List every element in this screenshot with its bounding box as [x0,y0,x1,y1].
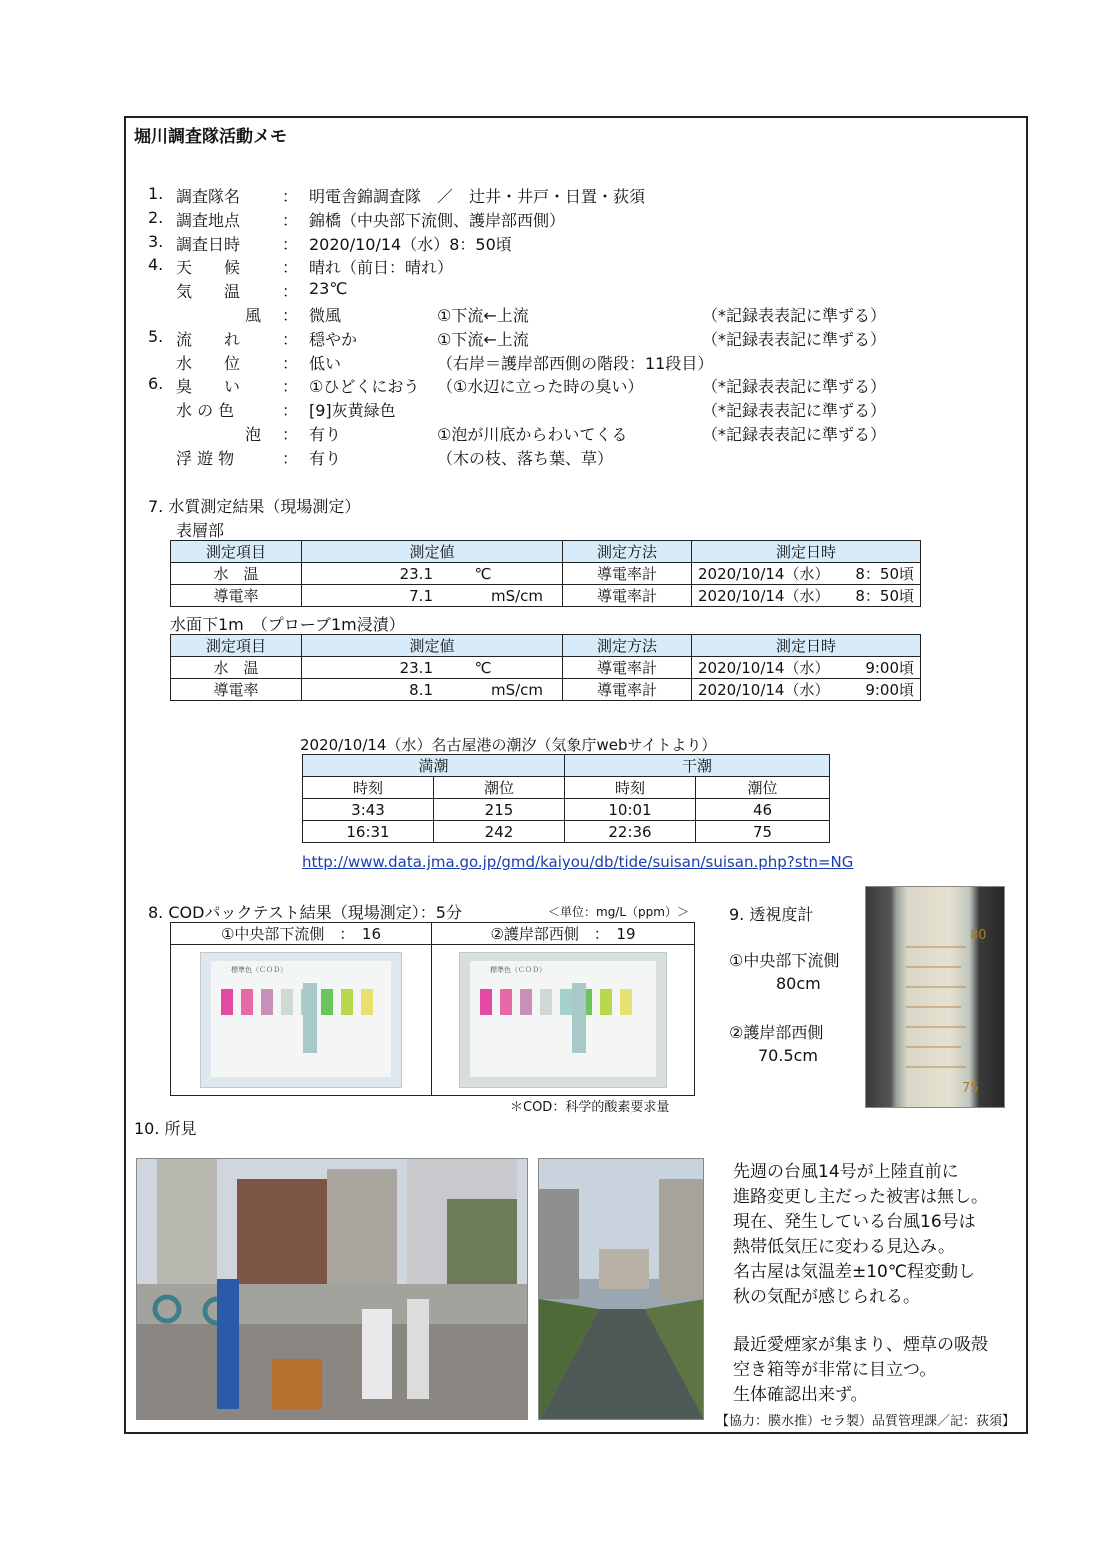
cell-item: 導電率 [171,679,302,701]
info-value: 有り [309,425,342,444]
info-value: [9]灰黄緑色 [309,401,396,420]
header-value: 測定値 [302,635,563,657]
color-chart-title: 標準色（ＣＯＤ） [490,966,546,974]
info-number: 4. [148,255,164,274]
info-colon: ： [282,425,299,444]
info-label: 流 れ [176,330,241,349]
cod-unit: ＜単位：mg/L（ppm）＞ [548,905,689,919]
color-chip [361,989,373,1015]
cell-date [692,563,921,585]
date-text: 2020/10/14（水） [698,587,830,605]
info-value: 23℃ [309,279,348,298]
info-value: 明電舎錦調査隊 ／ 辻井・井戸・日置・荻須 [309,187,646,206]
findings-text-1 [733,1160,988,1310]
info-number: 2. [148,208,164,227]
date-text: 2020/10/14（水） [698,681,830,699]
subheader-level: 潮位 [434,777,565,799]
info-label: 調査地点 [176,211,241,230]
tide-caption: 2020/10/14（水）名古屋港の潮汐（気象庁webサイトより） [300,736,717,754]
info-value: 穏やか [309,330,358,349]
color-chart-card [470,961,656,1077]
cod-footnote: ＊COD：科学的酸素要求量 [510,1100,670,1115]
meter-scale [866,887,1005,1108]
value-unit: ℃ [474,564,492,583]
time-text: 9:00頃 [865,659,914,677]
info-label: 調査日時 [176,235,241,254]
cell-value [302,563,563,585]
transparency-center-label: ①中央部下流側 [729,951,840,970]
cod-west-photo-cell [432,945,695,1096]
cell-value [302,679,563,701]
cell-date [692,657,921,679]
header-method: 測定方法 [563,541,692,563]
time-text: 8：50頃 [855,587,914,605]
info-detail: ①泡が川底からわいてくる [437,425,628,444]
value-number: 8.1 [409,680,433,699]
river-view-photo [538,1158,704,1420]
info-colon: ： [282,211,299,230]
info-colon: ： [282,330,299,349]
color-chip [540,989,552,1015]
color-chart-card [211,961,391,1077]
color-chip [520,989,532,1015]
info-label: 調査隊名 [176,187,241,206]
color-chip [261,989,273,1015]
header-date: 測定日時 [692,541,921,563]
river-scene-illustration [539,1159,704,1420]
color-chip [480,989,492,1015]
value-unit: ℃ [474,658,492,677]
cell-low-time: 22:36 [565,821,696,843]
value-unit: mS/cm [490,680,543,699]
cell-method: 導電率計 [563,563,692,585]
document-title: 堀川調査隊活動メモ [134,127,287,147]
cell-method: 導電率計 [563,657,692,679]
cell-date [692,585,921,607]
info-label: 水 位 [176,354,241,373]
cod-heading: 8. CODパックテスト結果（現場測定）：5分 [148,903,462,922]
info-label: 泡 [244,425,261,444]
table-row [303,821,830,843]
info-note: （*記録表表記に準ずる） [702,425,887,444]
info-number: 1. [148,184,164,203]
info-number: 6. [148,374,164,393]
color-chip [600,989,612,1015]
value-number: 23.1 [399,564,433,583]
pack-test-tube [572,983,586,1053]
info-value: 有り [309,449,342,468]
findings-line: 生体確認出来ず。 [733,1385,868,1405]
info-value: 微風 [309,306,342,325]
info-number: 5. [148,327,164,346]
value-unit: mS/cm [490,586,543,605]
info-label: 浮 遊 物 [176,449,235,468]
info-value: 2020/10/14（水）8：50頃 [309,235,512,254]
cod-west-result: ②護岸部西側 ： 19 [432,923,695,945]
info-colon: ： [282,258,299,277]
cell-high-level: 215 [434,799,565,821]
cell-item: 水 温 [171,657,302,679]
info-detail: ①下流←上流 [437,330,529,349]
info-label: 気 温 [176,282,241,301]
color-chip [500,989,512,1015]
transparency-meter-photo [865,886,1005,1108]
depth-label: 水面下1m （プローブ1m浸漬） [170,615,405,634]
info-note: （*記録表表記に準ずる） [702,306,887,325]
info-note: （*記録表表記に準ずる） [702,401,887,420]
cell-item: 水 温 [171,563,302,585]
time-text: 9:00頃 [865,681,914,699]
meter-mark-75: 75 [962,1081,979,1096]
color-chip [321,989,333,1015]
header-low-tide: 干潮 [565,755,830,777]
findings-line: 先週の台風14号が上陸直前に [733,1162,959,1182]
cell-high-time: 16:31 [303,821,434,843]
findings-line: 最近愛煙家が集まり、煙草の吸殻 [733,1335,988,1355]
tide-source-link[interactable]: http://www.data.jma.go.jp/gmd/kaiyou/db/tide/suisan/suisan.php?stn=NG [302,853,854,871]
info-label: 水 の 色 [176,401,235,420]
findings-text-2 [733,1333,988,1408]
header-high-tide: 満潮 [303,755,565,777]
info-label: 臭 い [176,377,241,396]
time-text: 8：50頃 [855,565,914,583]
header-method: 測定方法 [563,635,692,657]
cod-west-photo [459,952,667,1088]
table-row [171,679,921,701]
info-label: 天 候 [176,258,241,277]
findings-line: 現在、発生している台風16号は [733,1212,976,1232]
info-detail: （右岸＝護岸部西側の階段：11段目） [437,354,714,373]
info-value: 低い [309,354,342,373]
info-value: 錦橋（中央部下流側、護岸部西側） [309,211,566,230]
info-colon: ： [282,282,299,301]
color-chip [341,989,353,1015]
tide-table [302,754,830,843]
transparency-west-label: ②護岸部西側 [729,1023,824,1042]
color-chart-title: 標準色（ＣＯＤ） [231,966,287,974]
bridge-survey-photo [136,1158,528,1420]
table-row [171,945,695,1096]
findings-line: 熱帯低気圧に変わる見込み。 [733,1237,956,1257]
findings-line: 秋の気配が感じられる。 [733,1287,920,1307]
findings-line: 進路変更し主だった被害は無し。 [733,1187,988,1207]
table-header [303,755,830,777]
transparency-heading: 9. 透視度計 [729,905,814,924]
water-quality-heading: 7. 水質測定結果（現場測定） [148,497,361,516]
color-chip [560,989,572,1015]
table-row [171,923,695,945]
findings-line: 空き箱等が非常に目立つ。 [733,1360,937,1380]
info-detail: （木の枝、落ち葉、草） [437,449,614,468]
info-value: ①ひどくにおう [309,377,420,396]
transparency-center-value: 80cm [776,974,821,993]
table-header [171,635,921,657]
info-colon: ： [282,187,299,206]
info-colon: ： [282,354,299,373]
info-label: 風 [244,306,261,325]
header-item: 測定項目 [171,541,302,563]
cell-low-time: 10:01 [565,799,696,821]
cell-date [692,679,921,701]
table-header [171,541,921,563]
surface-label: 表層部 [176,521,225,540]
cell-method: 導電率計 [563,585,692,607]
table-row [171,585,921,607]
header-value: 測定値 [302,541,563,563]
header-item: 測定項目 [171,635,302,657]
table-subheader [303,777,830,799]
color-chip [620,989,632,1015]
cell-method: 導電率計 [563,679,692,701]
header-date: 測定日時 [692,635,921,657]
info-note: （*記録表表記に準ずる） [702,377,887,396]
table-row [171,563,921,585]
transparency-west-value: 70.5cm [758,1046,819,1065]
date-text: 2020/10/14（水） [698,565,830,583]
credit-line: 【協力：膜水推）セラ製）品質管理課／記：荻須】 [716,1414,1016,1429]
value-number: 23.1 [399,658,433,677]
bridge-scene-illustration [137,1159,528,1420]
cod-table [170,922,695,1096]
subheader-time: 時刻 [303,777,434,799]
info-number: 3. [148,232,164,251]
info-note: （*記録表表記に準ずる） [702,330,887,349]
info-colon: ： [282,306,299,325]
cell-high-level: 242 [434,821,565,843]
info-colon: ： [282,401,299,420]
value-number: 7.1 [409,586,433,605]
info-colon: ： [282,449,299,468]
date-text: 2020/10/14（水） [698,659,830,677]
table-row [303,799,830,821]
subheader-time: 時刻 [565,777,696,799]
cod-center-photo-cell [171,945,432,1096]
cell-low-level: 75 [696,821,830,843]
cell-item: 導電率 [171,585,302,607]
cod-center-result: ①中央部下流側 ： 16 [171,923,432,945]
pack-test-tube [303,983,317,1053]
info-colon: ： [282,235,299,254]
cell-value [302,585,563,607]
info-colon: ： [282,377,299,396]
cell-low-level: 46 [696,799,830,821]
info-detail: （①水辺に立った時の臭い） [437,377,644,396]
info-detail: ①下流←上流 [437,306,529,325]
cell-high-time: 3:43 [303,799,434,821]
subheader-level: 潮位 [696,777,830,799]
findings-line: 名古屋は気温差±10℃程変動し [733,1262,975,1282]
findings-heading: 10. 所見 [134,1119,197,1138]
depth-table [170,634,921,701]
cell-value [302,657,563,679]
table-row [171,657,921,679]
color-chip [221,989,233,1015]
color-chip [281,989,293,1015]
color-chip [241,989,253,1015]
cod-center-photo [200,952,402,1088]
info-value: 晴れ（前日：晴れ） [309,258,454,277]
meter-mark-80: 80 [970,928,987,943]
surface-table [170,540,921,607]
